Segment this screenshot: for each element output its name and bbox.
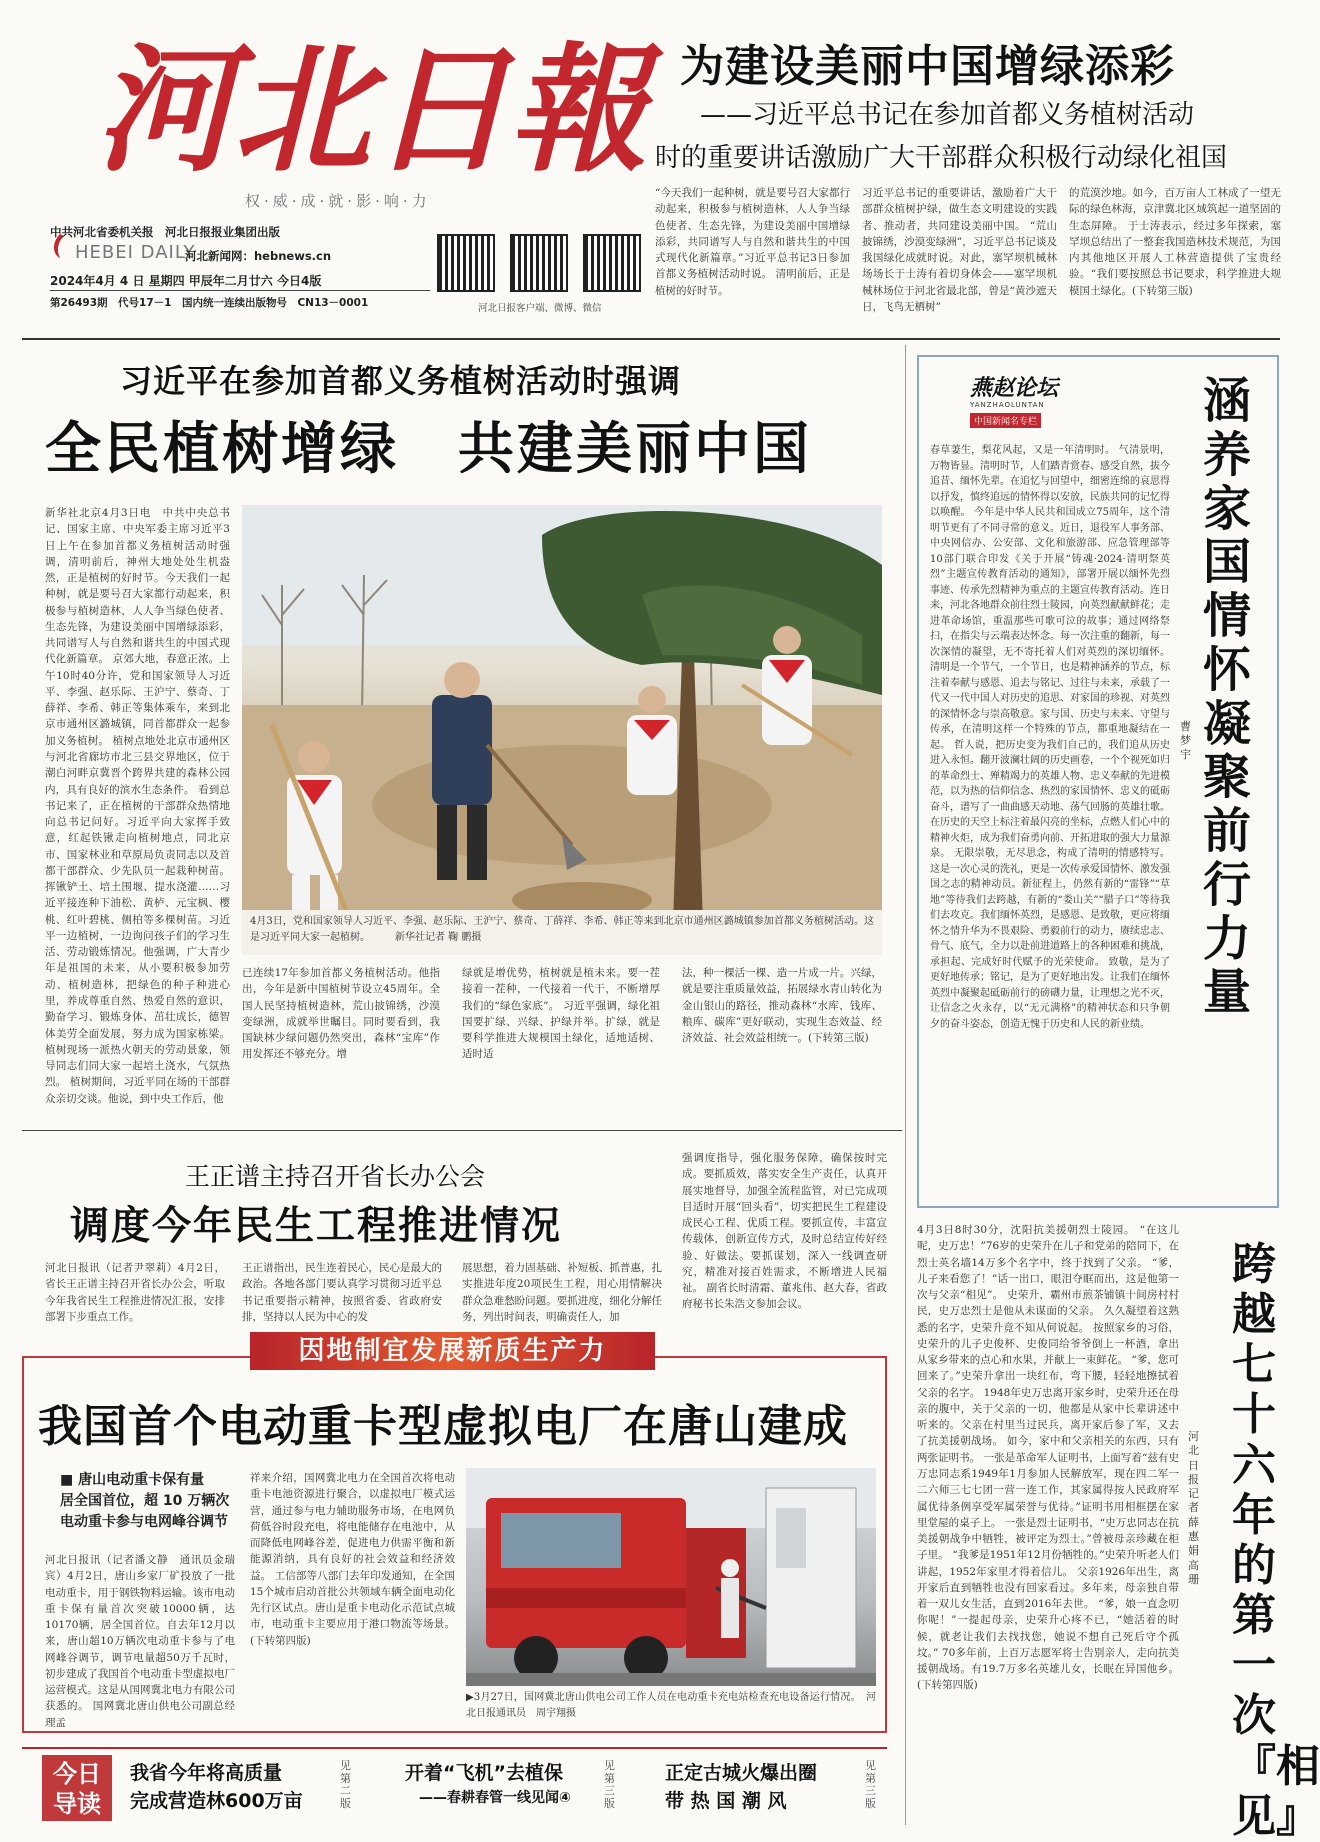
- story2-byline: 河北日报记者 薛惠娟 高 珊: [1188, 1430, 1210, 1586]
- guide-item[interactable]: [405, 1760, 595, 1808]
- guide-item[interactable]: [130, 1760, 325, 1815]
- provincial-story-column: 河北日报讯（记者尹翠莉）4月2日，省长王正谱主持召开省长办公会，听取今年我省民生工程推进情况汇报，安排部署下步重点工作。: [45, 1262, 225, 1323]
- publisher-line: 中共河北省委机关报 河北日报报业集团出版: [50, 225, 280, 239]
- english-title: HEBEI DAILY: [75, 242, 196, 263]
- guide-item-line: 我省今年将高质量: [130, 1762, 283, 1784]
- story2-body: 4月3日8时30分，沈阳抗美援朝烈士陵园。 “在这儿呢，史万忠！”76岁的史荣升在儿子和党弟的陪同下，在烈士英名墙14万多个名字中，终于找到了父亲。 “爹，儿子来看您了！”话一出口，眼泪夺眶而出，这是他第一次与父亲“相见”。 史荣升，霸州市煎茶铺镇十间房村村民，史万忠烈士是他从未谋面的父亲。 久久凝望着这熟悉的名字，史荣升竟不知从何说起。 按照家乡的习俗，史荣升的儿子史俊杯、史俊同给爷爷倒上一杯酒，拿出从家乡带来的点心和水果，并献上一束鲜花。 “爹，您可回来了。”史荣升拿出一块红布，弯下腰，轻轻地擦拭着父亲的名字。 1948年史万忠离开家乡时，史荣升还在母亲的腹中，关于父亲的一切，他都是从家中长辈讲述中听来的。父亲在村里当过民兵，离开家后参了军，又去了抗美援朝战场。 如今，家中和父亲相关的东西，只有两张证明书。 一张是革命军人证明书，上面写着“兹有史万忠同志系1949年1月参加人民解放军，现在四二军一二六师三七七团一营一连工作，其家属得按人民政府军属优待条例享受军属荣誉与优待。”证明书用相框摆在家里堂屋的桌子上。 一张是烈士证明书，“史万忠同志在抗美援朝战争中牺牲，被评定为烈士。”曾被母亲珍藏在柜子里。 “我爹是1951年12月份牺牲的。”史荣升听老人们讲起，1952年家里才得着信儿。 父亲1926年出生，离开家后直到牺牲也没有回家看过。多年来，母亲独自带着一双儿女生活，直到2016年去世。 “爹，娘一直念叨你呢！”一提起母亲，史荣升心疼不已，“她活着的时候，就老让我们去找找您，她说不想自己死后守个孤坟。” 70多年前，上百万志愿军将士告别亲人，走向抗美援朝战场。有19.7万多名英雄儿女，长眠在异国他乡。(下转第四版): [917, 1224, 1179, 1692]
- guide-item-line: 完成营造林600万亩: [130, 1789, 303, 1812]
- top-story-title: 为建设美丽中国增绿添彩: [680, 41, 1175, 92]
- guide-item-page: 见第三版: [865, 1759, 876, 1810]
- energy-story-column: 祥来介绍，国网冀北电力在全国首次将电动重卡电池资源进行聚合，以虚拟电厂模式运营，通过参与电力辅助服务市场，在电网负荷低谷时段充电，将电能储存在电池中，从而降低电网峰谷差，促进电力供需平衡和新能源消纳，具有良好的社会效益和经济效益。 工信部等八部门去年印发通知，在全国15个城市启动首批公共领域车辆全面电动化先行区试点。唐山是重卡电动化示范试点城市，电动重卡主要应用于港口物流等场景。(下转第四版): [250, 1472, 455, 1647]
- forum-name-latin: YANZHAOLUNTAN: [970, 401, 1045, 409]
- truck-photo-caption: ▶3月27日，国网冀北唐山供电公司工作人员在电动重卡充电站检查充电设备运行情况。 河北日报通讯员 周宇翔摄: [466, 1692, 876, 1719]
- website-line: 河北新闻网：hebnews.cn: [185, 249, 332, 263]
- guide-item-line: 开着“飞机”去植保: [405, 1762, 563, 1784]
- provincial-story-column: 强调度指导，强化服务保障，确保按时完成。要抓质效，落实安全生产责任，认真开展实地督导，加强全流程监管，对已完成项目适时开展“回头看”，切实把民生工程建设成民心工程、优质工程。要抓宣传，丰富宣传载体，创新宣传方式，及时总结宣传好经验、好做法。要抓谋划，深入一线调查研究，精准对接百姓需求，不断增进人民福祉。 副省长时清霜、董兆伟、赵大春，省政府秘书长朱浩文参加会议。: [682, 1152, 887, 1311]
- guide-item-page: 见第三版: [604, 1759, 615, 1810]
- provincial-story-column: 展思想，着力固基础、补短板、抓普惠，扎实推进年度20项民生工程，用心用情解决群众急难愁盼问题。要抓进度，细化分解任务，列出时间表，明确责任人，加: [462, 1262, 662, 1323]
- qr-code-icon[interactable]: [437, 234, 495, 292]
- top-story-subtitle-2: 时的重要讲话激励广大干部群众积极行动绿化祖国: [655, 143, 1228, 173]
- electric-truck-photo: [466, 1468, 876, 1686]
- main-story-headline: 全民植树增绿 共建美丽中国: [45, 417, 812, 482]
- guide-item-line: ——春耕春管一线见闻④: [419, 1789, 571, 1806]
- energy-story-column: 河北日报讯（记者潘文静 通讯员金瑞宾）4月2日，唐山乡家厂矿投放了一批电动重卡，用于钢铁物料运输。该市电动重卡保有量首次突破10000辆，达10170辆，居全国首位。自去年12月以来，唐山超10万辆次电动重卡参与了电网峰谷调节，调节电量超50万千瓦时，初步建成了我国首个电动重卡型虚拟电厂运营模式。这是从国网冀北电力有限公司获悉的。 国网冀北唐山供电公司副总经理孟: [45, 1554, 235, 1729]
- tree-planting-photo: [242, 505, 882, 955]
- main-story-column: 已连续17年参加首都义务植树活动。他指出，今年是新中国植树节设立45周年。全国人民坚持植树造林，荒山披锦绣，沙漠变绿洲，成就举世瞩目。同时要看到，我国缺林少绿问题仍然突出，森林“宝库”作用发挥还不够充分。增: [242, 967, 440, 1061]
- story2-title: 跨越七十六年的第一次『相见』: [1232, 1239, 1320, 1842]
- top-story-column: 习近平总书记的重要讲话，激励着广大干部群众植树护绿，做生态文明建设的实践者、推动者，共同建设美丽中国。 “荒山披锦绣，沙漠变绿洲”，习近平总书记谈及我国绿化成就时说。对此，塞罕坝机械林场场长于士涛有着切身体会——塞罕坝机械林场位于河北省最北部，曾是“黄沙遮天日，飞鸟无栖树”: [862, 187, 1057, 313]
- provincial-story-headline: 调度今年民生工程推进情况: [70, 1203, 563, 1249]
- guide-item[interactable]: [665, 1760, 850, 1815]
- main-story-kicker: 习近平在参加首都义务植树活动时强调: [120, 362, 682, 400]
- energy-story-subheading: [60, 1470, 229, 1533]
- energy-story-banner: 因地制宜发展新质生产力: [250, 1332, 655, 1370]
- subheading-line: 居全国首位，超 10 万辆次: [60, 1493, 230, 1509]
- provincial-story-kicker: 王正谱主持召开省长办公会: [185, 1162, 486, 1191]
- forum-author: 曹梦宇: [1180, 720, 1191, 761]
- qr-code-icon[interactable]: [583, 234, 641, 292]
- main-story-column: 法，种一棵活一棵、造一片成一片。兴绿，就是要注重质量效益，拓展绿水青山转化为金山银山的路径，推动森林“水库、钱库、粮库、碳库”更好联动，实现生态效益、经济效益、社会效益相统一。(下转第三版): [682, 967, 882, 1045]
- guide-item-page: 见第二版: [340, 1759, 351, 1810]
- forum-logo: [970, 375, 1075, 433]
- issue-info: 第26493期 代号17－1 国内统一连续出版物号 CN13－0001: [50, 297, 369, 309]
- slogan: 权·威·成·就·影·响·力: [245, 192, 431, 210]
- forum-badge: 中国新闻名专栏: [970, 413, 1041, 428]
- forum-title: 涵养家国情怀 凝聚前行力量: [1203, 373, 1300, 1021]
- energy-story-headline: 我国首个电动重卡型虚拟电厂在唐山建成: [38, 1401, 848, 1452]
- forum-body: 春草萋生，梨花风起，又是一年清明时。 气清景明，万物皆显。清明时节，人们踏青赏春、感受自然，拔今追昔、缅怀先辈。在追忆与回望中，细密连绵的哀思得以抒发，慎终追远的情怀得以安放，民族共同的记忆得以唤醒。 今年是中华人民共和国成立75周年，这个清明节更有了不同寻常的意义。近日，退役军人事务部、中央网信办、公安部、文化和旅游部、应急管理部等10部门联合印发《关于开展“铸魂·2024·清明祭英烈”主题宣传教育活动的通知》，部署开展以缅怀先烈事迹、传承先烈精神为重点的主题宣传教育活动。连日来，河北各地群众前往烈士陵园，向英烈献献鲜花；走进革命场馆，重温那些可歌可泣的故事；通过网络祭扫，在指尖与云端表达怀念。每一次注重的翻新，每一次深情的凝望，无不寄托着人们对英烈的深切缅怀。 清明是一个节气，一个节日，也是精神涵养的节点，标注着奉献与感恩、追去与铭记、过往与未来，承载了一代又一代中国人对历史的追思、对家国的珍视、对英烈的深情怀念与崇高敬意。家与国、历史与未来、守望与传承，在清明这样一个特殊的节点，都重地凝结在一起。 哲人说，把历史变为我们自己的，我们追从历史进入永恒。翻开波澜壮阔的历史画卷，一个个视死如归的革命烈士、殚精竭力的英雄人物、忠义奉献的先进模范，以为热的信仰信念、热烈的家国情怀、忠义的砥砺奋斗，谱写了一曲曲感天动地、荡气回肠的英雄壮歌。在历史的天空上标注着最闪亮的坐标，点燃人们心中的精神火炬，成为我们奋勇向前、开拓进取的强大力量源泉。 无限崇敬，无尽思念，构成了清明的情感特写。这是一次心灵的洗礼，更是一次传承爱国情怀、激发强国之志的精神动员。新征程上，仍然有新的“雷锋”“草地”等待我们去跨越，有新的“娄山关”“腊子口”等待我们去攻克。我们缅怀英烈，是感恩、是致敬，更应将缅怀之情升华为不畏艰险、勇毅前行的动力，赓续忠志、骨气、底气，全力以赴前进道路上的各种困难和挑战，承担起、完成好时代赋予的光荣使命。 致敬，是为了更好地传承；铭记，是为了更好地出发。让我们在缅怀英烈中凝聚起砥砺前行的磅礴力量，让理想之光不灭，让信念之火永存，以“无元满格”的精神状态和只争朝夕的奋斗姿态，创造无愧于历史和人民的新业绩。: [930, 445, 1170, 1030]
- top-story-column: “今天我们一起种树，就是要号召大家都行动起来，积极参与植树造林，人人争当绿色使者、生态先锋，为建设美丽中国增绿添彩，共同谱写人与自然和谐共生的中国式现代化新篇章。”习近平总书记3日参加首都义务植树活动时说。 清明前后，正是植树的好时节。: [655, 187, 850, 297]
- main-story-lead-column: 新华社北京4月3日电 中共中央总书记、国家主席、中央军委主席习近平3日上午在参加首都义务植树活动时强调，清明前后，神州大地处处生机盎然，正是植树的好时节。今天我们一起种树，就是要号召大家都行动起来，积极参与植树造林，人人争当绿色使者、生态先锋，为建设美丽中国增绿添彩，共同谱写人与自然和谐共生的中国式现代化新篇章。 京郊大地，春意正浓。上午10时40分许，党和国家领导人习近平、李强、赵乐际、王沪宁、蔡奇、丁薛祥、李希、韩正等集体乘车，来到北京市通州区潞城镇，同首都群众一起参加义务植树。 植树点地处北京市通州区与河北省廊坊市北三县交界地区，位于潮白河畔京冀晋个跨界共建的森林公园内，具有良好的滨水生态条件。 看到总书记来了，正在植树的干部群众热情地向总书记问好。习近平向大家挥手致意，红起铁锹走向植树地点，同北京市、国家林业和草原局负责同志以及首都干部群众、少先队员一起栽种树苗。 挥锹铲土、培土围堰、提水浇灌……习近平接连种下油松、黄栌、元宝枫、樱桃、红叶碧桃、侧柏等多棵树苗。习近平一边植树，一边询问孩子们的学习生活、劳动锻炼情况。他强调，广大青少年是祖国的未来，从小要积极参加劳动、植树造林，把绿色的种子种进心里，养成尊重自然、热爱自然的意识，勤奋学习、锻炼身体、茁壮成长，德智体美劳全面发展，努力成为国家栋梁。植树现场一派热火朝天的劳动景象，领导同志们同大家一起培土浇水，气氛热烈。 植树期间，习近平同在场的干部群众亲切交谈。他说，到中央工作后，他: [45, 507, 230, 1105]
- newspaper-logo: [95, 28, 648, 191]
- forum-body-continued: [930, 780, 1270, 1200]
- top-story-subtitle-1: ——习近平总书记在参加首都义务植树活动: [700, 100, 1195, 130]
- today-guide-label: 今日导读: [42, 1755, 112, 1821]
- top-story-column: 的荒漠沙地。如今，百万亩人工林成了一望无际的绿色林海，京津冀北区域筑起一道坚固的生态屏障。 于士涛表示，经过多年探索，塞罕坝总结出了一整套我国造林技术规范，为国内其他地区开展人工林营造提供了宝贵经验。“我们要按照总书记要求，科学推进大规模国土绿化。(下转第三版): [1069, 187, 1281, 297]
- provincial-story-column: 王正谱指出，民生连着民心，民心是最大的政治。各地各部门要认真学习贯彻习近平总书记重要指示精神，按照省委、省政府安排，坚持以人民为中心的发: [242, 1262, 442, 1323]
- forum-name: 燕赵论坛: [970, 375, 1059, 401]
- qr-caption: 河北日报客户端、微博、微信: [478, 303, 602, 314]
- guide-item-line: 正定古城火爆出圈: [665, 1762, 818, 1784]
- subheading-line: 电动重卡参与电网峰谷调节: [60, 1514, 228, 1530]
- photo-caption: 4月3日，党和国家领导人习近平、李强、赵乐际、王沪宁、蔡奇、丁薛祥、李希、韩正等来到北京市通州区潞城镇参加首都义务植树活动。这是习近平同大家一起植树。 新华社记者 鞠 鹏摄: [242, 910, 882, 955]
- dateline: 2024年4月 4 日 星期四 甲辰年二月廿六 今日4版: [50, 274, 322, 288]
- logo-text: 河北日報: [95, 28, 648, 191]
- guide-item-line: 带 热 国 潮 风: [665, 1789, 787, 1812]
- qr-code-icon[interactable]: [510, 234, 568, 292]
- main-story-column: 绿就是增优势，植树就是植未来。要一茬接着一茬种，一代接着一代干，不断增厚我们的“绿色家底”。 习近平强调，绿化祖国要扩绿、兴绿、护绿并举。扩绿，就是要科学推进大规模国土绿化，适地适树、适时适: [462, 967, 660, 1061]
- subheading-line: ■ 唐山电动重卡保有量: [60, 1472, 205, 1488]
